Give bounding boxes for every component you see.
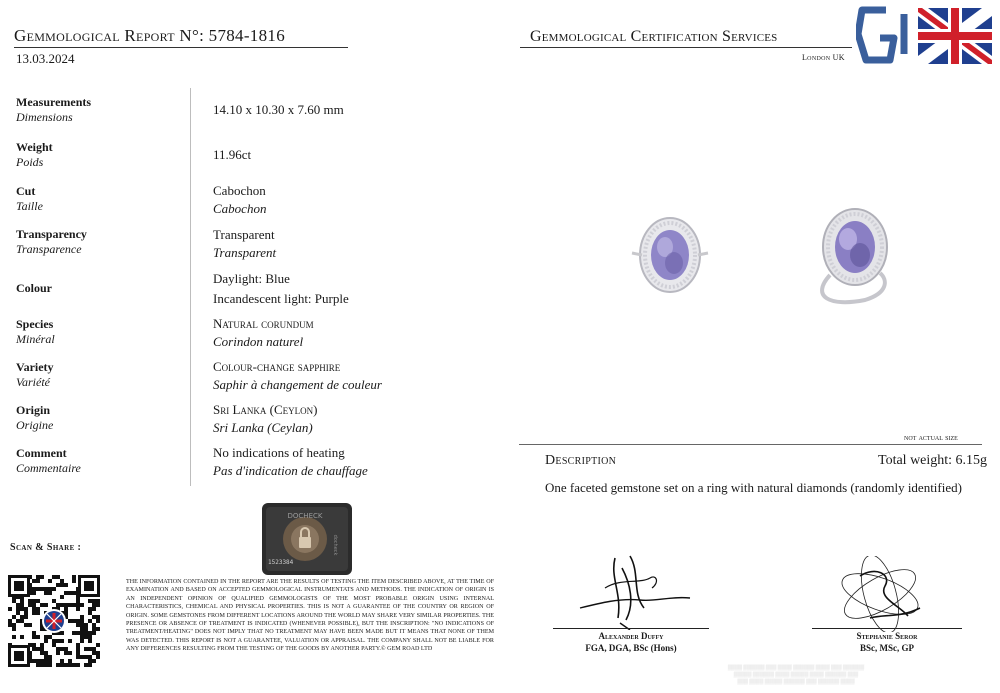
company-location: London UK	[802, 53, 845, 62]
value-cut: Cabochon Cabochon	[213, 183, 267, 216]
value-weight: 11.96ct	[213, 147, 252, 162]
value-variety: Colour-change sapphire Saphir à changement de couleur	[213, 359, 382, 392]
ring-photo	[630, 205, 960, 315]
ring-front-view	[632, 218, 708, 292]
value-colour: Daylight: Blue Incandescent light: Purple	[213, 271, 349, 306]
value-comment: No indications of heating Pas d'indication de chauffage	[213, 445, 368, 478]
svg-text:docheck: docheck	[332, 534, 338, 556]
hologram-seal	[262, 503, 352, 575]
label-weight: Weight Poids	[16, 140, 53, 169]
ring-side-view	[822, 209, 887, 302]
label-colour: Colour	[16, 281, 52, 295]
label-origin: Origin Origine	[16, 403, 54, 432]
signature-duffy	[560, 548, 710, 630]
disclaimer-text: THE INFORMATION CONTAINED IN THE REPORT ARE THE RESULTS OF TESTING THE ITEM DESCRIBED ABOVE, AT THE TIME OF EXAMINATION AND BASED ON ACCEPTED GEMMOLOGICAL INSTRUMENTATS AND METHODS. THE INDICATION OF ORIGIN IS AN INDEPENDENT OPINION OF QUALIFIED GEMMOLOGISTS OF THE MOST PROBABLE ORIGIN USING INTERNAL CHARACTERISTICS, CHEMICAL AND PHYSICAL PROPERTIES. THIS IS NOT A GUARANTEE OF THE COUNTRY OR REGION OF ORIGIN. SOME GEMSTONES FROM DIFFERENT LOCATIONS AROUND THE WORLD MAY SHARE VERY SIMILAR PROPERTIES. THE PRESENCE OR ABSENCE OF TREATMENT IS INDICATED (WHENEVER POSSIBLE), BUT THE INSCRIPTION: "NO INDICATIONS OF TREATMENT/HEATING" DOES NOT IMPLY THAT NO TREATMENT MAY HAVE BEEN MADE BUT IT MEANS THAT NONE OF THEM WAS DETECTED. THIS REPORT IS NOT A GUARANTEE, VALUATION OR APPRAISAL. THE COMPANY SHALL NOT BE LIABLE FOR ANY DIFFERENCES RESULTING FROM THE TESTING OF THE GOODS BY ANOTHER PARTY.© GEM ROAD LTD	[126, 579, 494, 653]
signature-seror	[830, 556, 940, 632]
signature-rule-2	[812, 628, 962, 629]
value-transparency: Transparent Transparent	[213, 227, 277, 260]
value-origin: Sri Lanka (Ceylon) Sri Lanka (Ceylan)	[213, 402, 318, 435]
label-measurements: Measurements Dimensions	[16, 95, 92, 124]
description-rule	[519, 444, 982, 445]
gcs-logo	[856, 4, 994, 66]
signatory-1-name: Alexander Duffy	[598, 631, 664, 641]
total-weight: Total weight: 6.15g	[878, 453, 988, 468]
company-name: Gemmological Certification Services	[530, 28, 778, 45]
label-species: Species Minéral	[16, 317, 55, 346]
faint-watermark-text: ▒▒▒▒ ▒▒▒▒▒▒ ▒▒▒ ▒▒▒▒ ▒▒▒▒▒▒ ▒▒▒▒ ▒▒▒ ▒▒▒▒▒▒ ▒▒▒▒▒ ▒▒▒▒▒▒ ▒▒▒▒ ▒▒▒▒▒ ▒▒▒▒ ▒▒▒▒▒▒ ▒▒▒ ▒▒▒ ▒▒▒▒ ▒▒▒▒▒ ▒▒▒▒▒▒ ▒▒▒ ▒▒▒▒▒▒ ▒▒▒▒	[727, 666, 865, 685]
header-rule-left	[14, 47, 348, 48]
signatory-2-credentials: BSc, MSc, GP	[860, 643, 914, 653]
value-measurements: 14.10 x 10.30 x 7.60 mm	[213, 102, 344, 117]
report-title: Gemmological Report N°: 5784-1816	[14, 26, 286, 45]
scan-share-label: Scan & Share :	[10, 542, 82, 553]
header-rule-right	[520, 47, 852, 48]
label-comment: Comment Commentaire	[16, 446, 81, 475]
signatory-1-credentials: FGA, DGA, BSc (Hons)	[585, 643, 677, 653]
label-transparency: Transparency Transparence	[16, 227, 87, 256]
report-date: 13.03.2024	[16, 51, 75, 66]
not-actual-size-note: not actual size	[904, 432, 958, 442]
signature-rule-1	[553, 628, 709, 629]
field-divider	[190, 88, 191, 486]
value-species: Natural corundum Corindon naturel	[213, 316, 314, 349]
signatory-2-name: Stephanie Seror	[856, 631, 918, 641]
description-heading: Description	[545, 453, 617, 468]
hologram-code: 1523384	[268, 559, 294, 566]
qr-code[interactable]	[6, 573, 102, 669]
label-cut: Cut Taille	[16, 184, 43, 213]
svg-text:DOCHECK: DOCHECK	[287, 512, 323, 520]
description-text: One faceted gemstone set on a ring with natural diamonds (randomly identified)	[545, 480, 962, 495]
label-variety: Variety Variété	[16, 360, 54, 389]
